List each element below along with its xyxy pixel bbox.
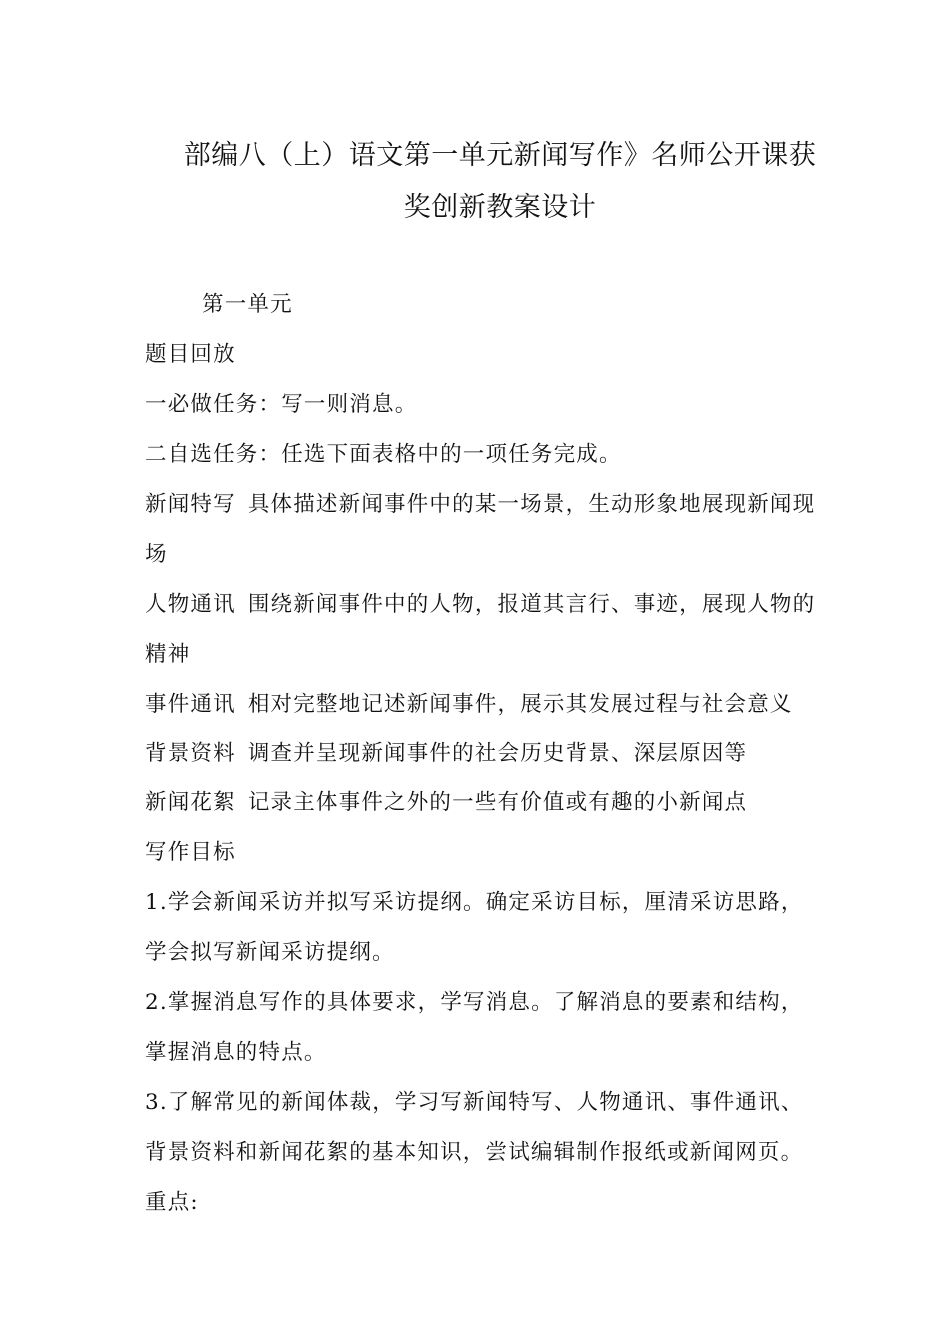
table-cell-desc: 围绕新闻事件中的人物，报道其言行、事迹，展现人物的 (247, 592, 816, 617)
section-key-heading: 重点: (145, 1190, 199, 1215)
goal-item: 3.了解常见的新闻体裁，学习写新闻特写、人物通讯、事件通讯、 (145, 1090, 804, 1115)
title-line-1: 部编八（上）语文第一单元新闻写作》名师公开课获 (183, 140, 817, 171)
table-cell-name: 背景资料 (145, 741, 236, 766)
table-cell-name: 事件通讯 (145, 692, 236, 717)
task-optional: 二自选任务：任选下面表格中的一项任务完成。 (145, 442, 622, 467)
table-row (145, 487, 815, 518)
unit-heading: 第一单元 (202, 292, 293, 317)
table-row (145, 736, 747, 767)
title-line-2: 奖创新教案设计 (403, 192, 597, 223)
table-row (145, 687, 793, 718)
goal-item-continued: 掌握消息的特点。 (145, 1040, 327, 1065)
task-required: 一必做任务：写一则消息。 (145, 392, 418, 417)
table-cell-desc-continued: 精神 (145, 642, 191, 667)
table-cell-desc: 记录主体事件之外的一些有价值或有趣的小新闻点 (247, 790, 748, 815)
section-goals-heading: 写作目标 (145, 840, 236, 865)
goal-item-continued: 背景资料和新闻花絮的基本知识，尝试编辑制作报纸或新闻网页。 (145, 1140, 804, 1165)
table-cell-name: 新闻特写 (145, 492, 236, 517)
table-cell-name: 新闻花絮 (145, 790, 236, 815)
section-review-heading: 题目回放 (145, 342, 236, 367)
table-row (145, 587, 815, 618)
table-cell-desc-continued: 场 (145, 542, 168, 567)
table-cell-name: 人物通讯 (145, 592, 236, 617)
goal-item: 2.掌握消息写作的具体要求，学写消息。了解消息的要素和结构， (145, 990, 804, 1015)
table-row (145, 785, 747, 816)
table-cell-desc: 调查并呈现新闻事件的社会历史背景、深层原因等 (247, 741, 748, 766)
goal-item-continued: 学会拟写新闻采访提纲。 (145, 940, 395, 965)
table-cell-desc: 具体描述新闻事件中的某一场景，生动形象地展现新闻现 (247, 492, 816, 517)
goal-item: 1.学会新闻采访并拟写采访提纲。确定采访目标，厘清采访思路， (145, 890, 804, 915)
table-cell-desc: 相对完整地记述新闻事件，展示其发展过程与社会意义 (247, 692, 793, 717)
